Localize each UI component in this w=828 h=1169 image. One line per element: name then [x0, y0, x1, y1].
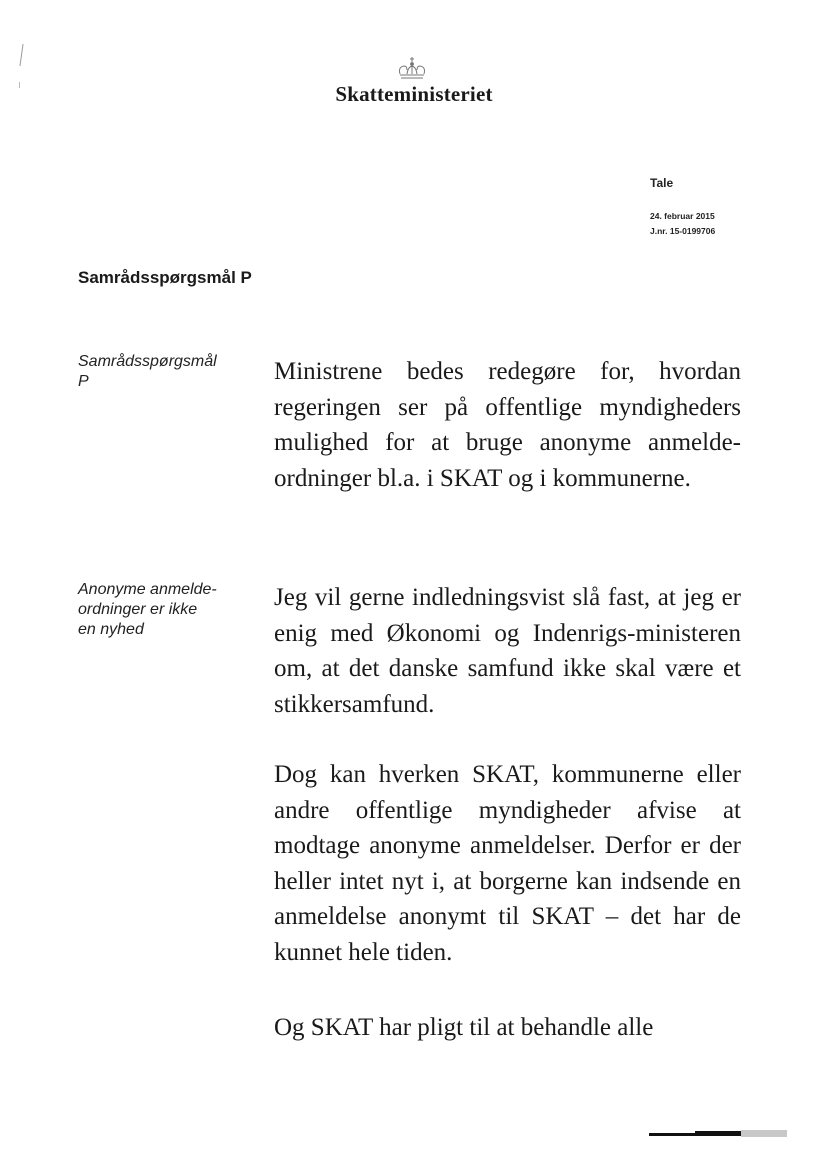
document-date: 24. februar 2015 — [650, 211, 715, 221]
document-type: Tale — [650, 176, 674, 190]
document-heading: Samrådsspørgsmål P — [78, 268, 252, 287]
side-label: Samrådsspørgsmål P — [78, 353, 217, 390]
body-paragraph: Jeg vil gerne indledningsvist slå fast, at jeg er enig med Økonomi og Indenrigs-ministeren om, at det danske samfund ikke skal være et stikkersamfund. — [274, 584, 741, 718]
side-label: Anonyme anmelde- ordninger er ikke en nyhed — [78, 581, 217, 638]
body-paragraph: Dog kan hverken SKAT, kommunerne eller andre offentlige myndigheder afvise at modtage anonyme anmeldelser. Derfor er der heller intet nyt i, at borgerne kan indsende en anmeldelse anonymt til SKAT – det har de kunnet hele tiden. — [274, 761, 741, 966]
footer-bar — [741, 1130, 787, 1137]
ministry-name: Skatteministeriet — [335, 82, 493, 106]
footer-rule — [695, 1131, 741, 1136]
journal-number: J.nr. 15-0199706 — [650, 226, 716, 236]
margin-mark — [19, 44, 23, 66]
crown-emblem-icon — [392, 56, 432, 84]
body-paragraph: Ministrene bedes redegøre for, hvordan regeringen ser på offentlige myndigheders mulighed for at bruge anonyme anmelde-ordninger bl.a. i SKAT og i kommunerne. — [274, 358, 741, 492]
body-paragraph: Og SKAT har pligt til at behandle alle — [274, 1014, 654, 1041]
